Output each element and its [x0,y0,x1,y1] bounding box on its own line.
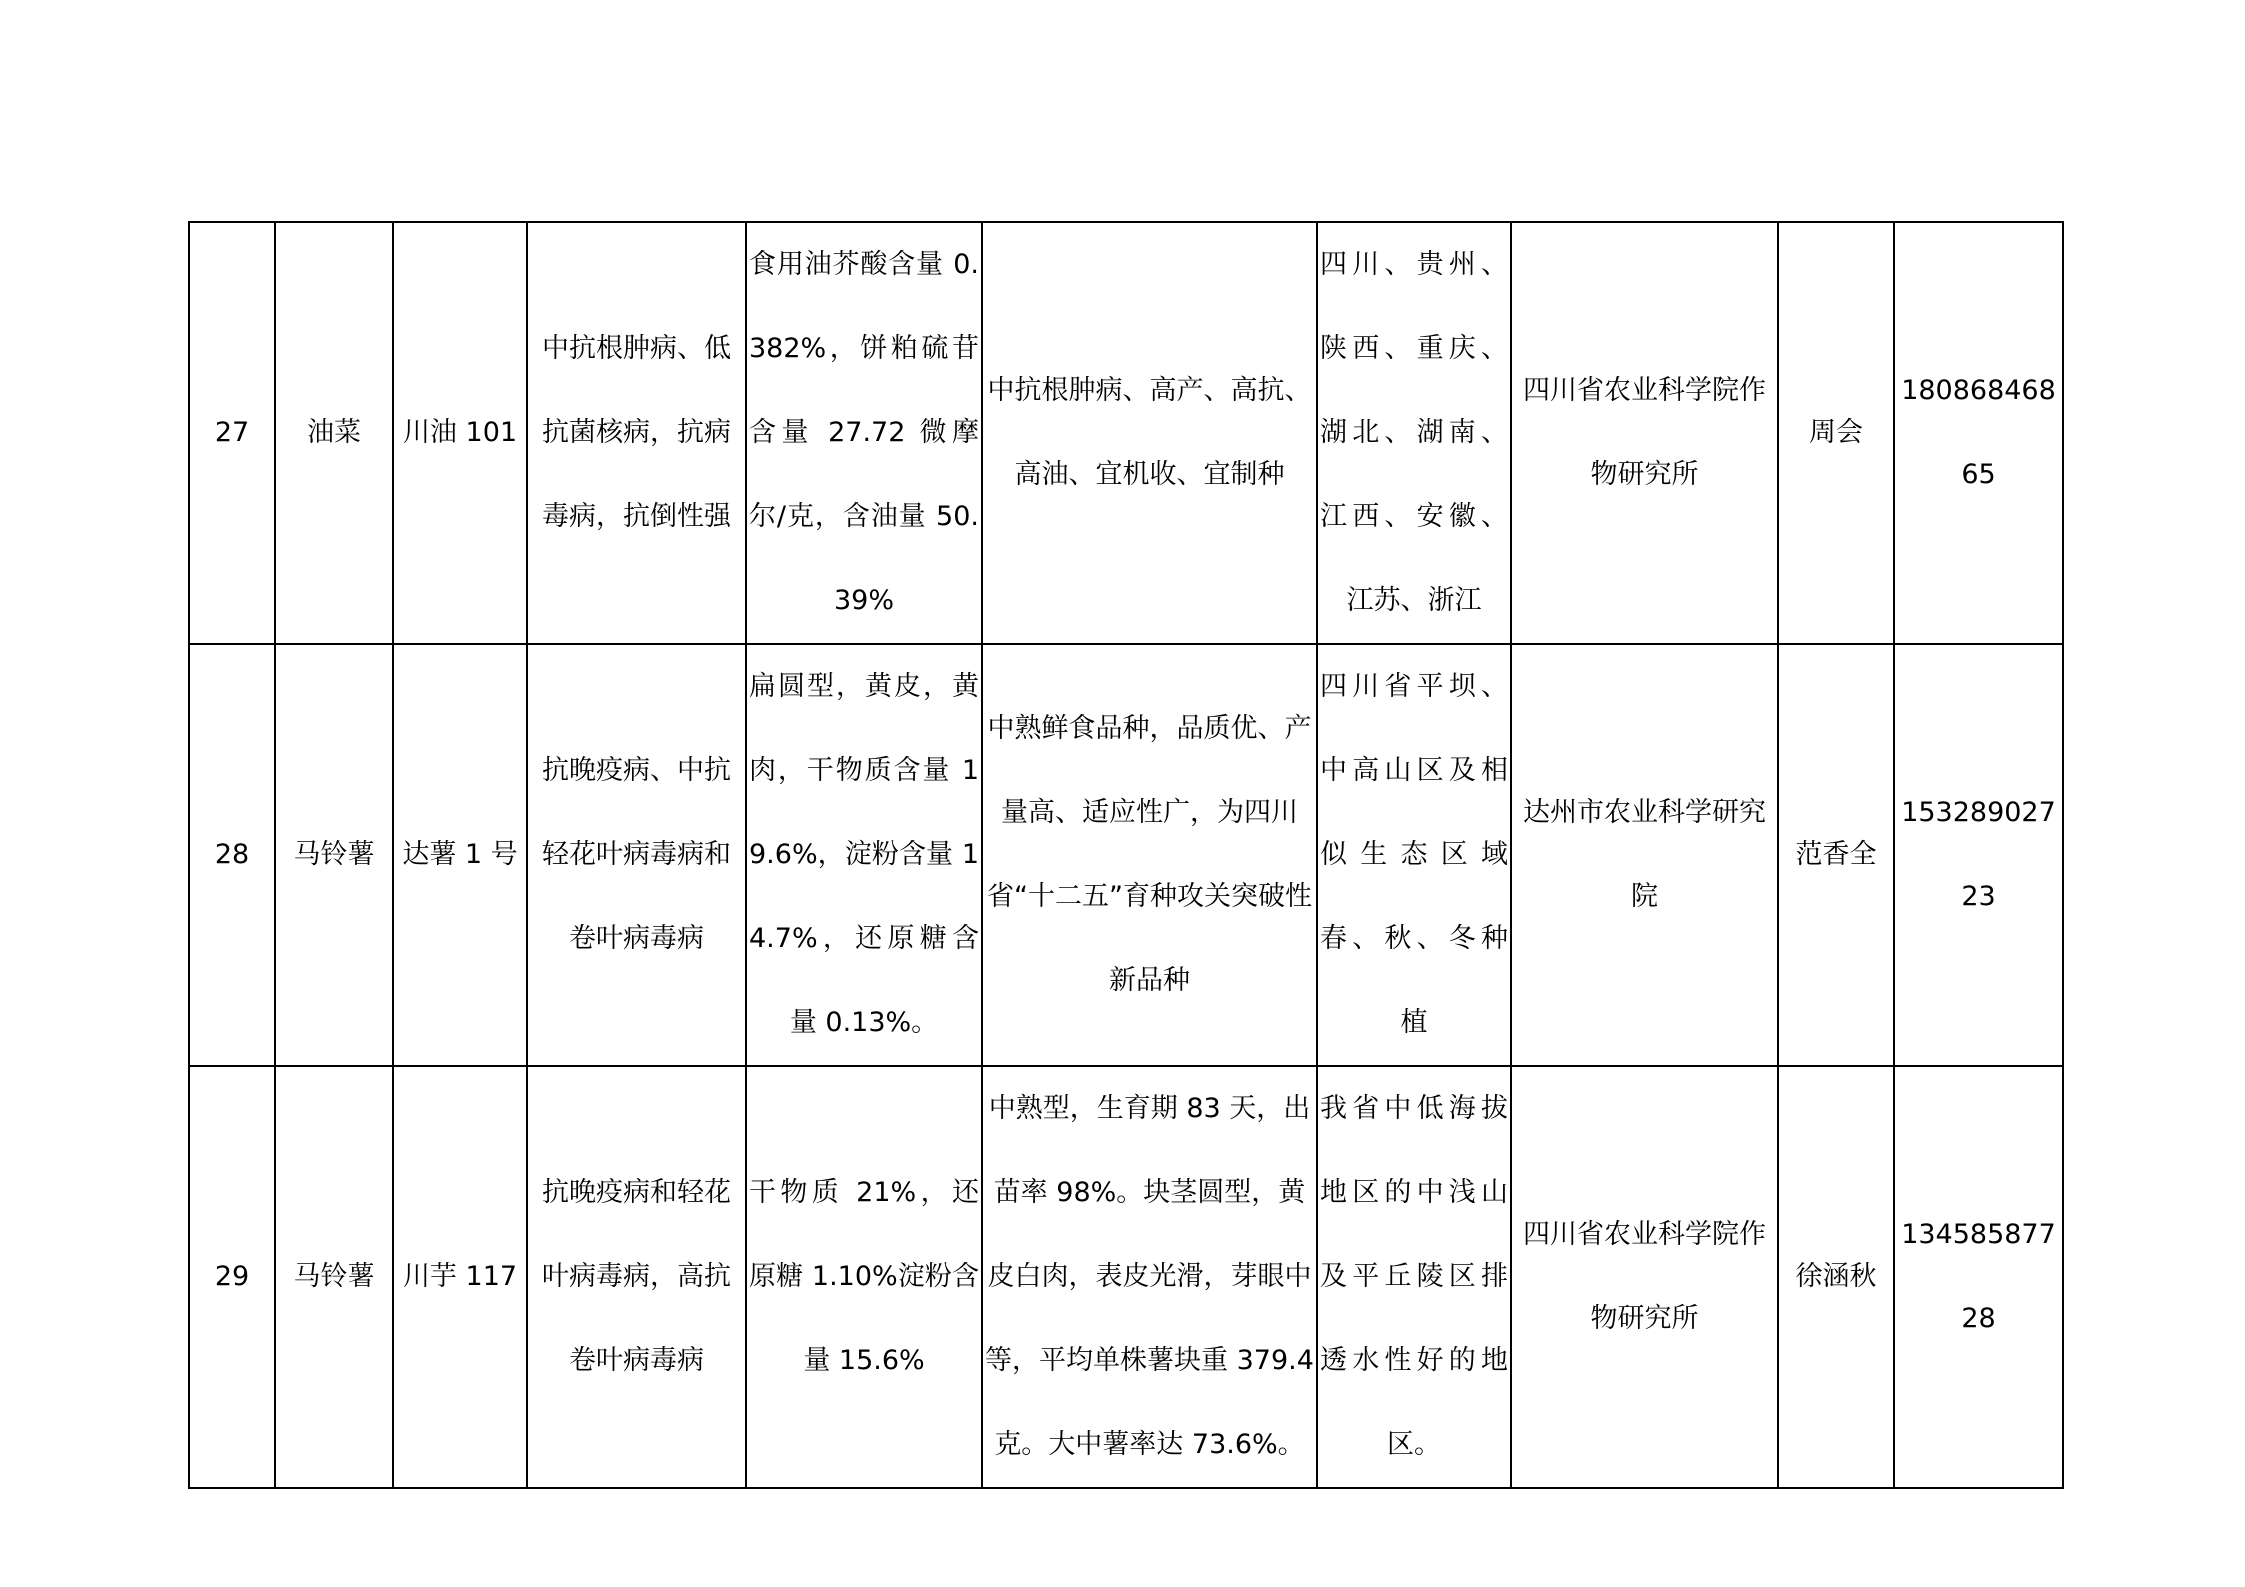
row-number-cell: 27 [189,222,275,644]
quality-cell: 扁圆型，黄皮，黄肉，干物质含量 19.6%，淀粉含量 14.7%，还原糖含量 0.13%。 [746,644,982,1066]
table-row [189,1066,2063,1488]
row-number-cell: 29 [189,1066,275,1488]
table-row [189,222,2063,644]
phone-cell: 15328902723 [1894,644,2063,1066]
breeding-unit-cell: 达州市农业科学研究院 [1511,644,1778,1066]
variety-table [188,221,2064,1489]
contact-person-cell: 范香全 [1778,644,1894,1066]
row-number-cell: 28 [189,644,275,1066]
phone-cell: 13458587728 [1894,1066,2063,1488]
phone-cell: 18086846865 [1894,222,2063,644]
contact-person-cell: 周会 [1778,222,1894,644]
variety-name-cell: 川油 101 [393,222,527,644]
variety-name-cell: 川芋 117 [393,1066,527,1488]
quality-cell: 干物质 21%，还原糖 1.10%淀粉含量 15.6% [746,1066,982,1488]
suitable-region-cell: 我省中低海拔地区的中浅山及平丘陵区排透水性好的地区。 [1317,1066,1511,1488]
main-traits-cell: 中抗根肿病、高产、高抗、高油、宜机收、宜制种 [982,222,1317,644]
breeding-unit-cell: 四川省农业科学院作物研究所 [1511,1066,1778,1488]
suitable-region-cell: 四川省平坝、中高山区及相似生态区域春、秋、冬种植 [1317,644,1511,1066]
crop-cell: 马铃薯 [275,644,393,1066]
variety-name-cell: 达薯 1 号 [393,644,527,1066]
disease-resistance-cell: 抗晚疫病、中抗轻花叶病毒病和卷叶病毒病 [527,644,746,1066]
quality-cell: 食用油芥酸含量 0.382%，饼粕硫苷含量 27.72 微摩尔/克，含油量 50.39% [746,222,982,644]
table-row [189,644,2063,1066]
crop-cell: 马铃薯 [275,1066,393,1488]
contact-person-cell: 徐涵秋 [1778,1066,1894,1488]
breeding-unit-cell: 四川省农业科学院作物研究所 [1511,222,1778,644]
main-traits-cell: 中熟鲜食品种，品质优、产量高、适应性广，为四川省“十二五”育种攻关突破性新品种 [982,644,1317,1066]
disease-resistance-cell: 抗晚疫病和轻花叶病毒病，高抗卷叶病毒病 [527,1066,746,1488]
suitable-region-cell: 四川、贵州、陕西、重庆、湖北、湖南、江西、安徽、江苏、浙江 [1317,222,1511,644]
crop-cell: 油菜 [275,222,393,644]
main-traits-cell: 中熟型，生育期 83 天，出苗率 98%。块茎圆型，黄皮白肉，表皮光滑，芽眼中等，平均单株薯块重 379.4 克。大中薯率达 73.6%。 [982,1066,1317,1488]
disease-resistance-cell: 中抗根肿病、低抗菌核病，抗病毒病，抗倒性强 [527,222,746,644]
